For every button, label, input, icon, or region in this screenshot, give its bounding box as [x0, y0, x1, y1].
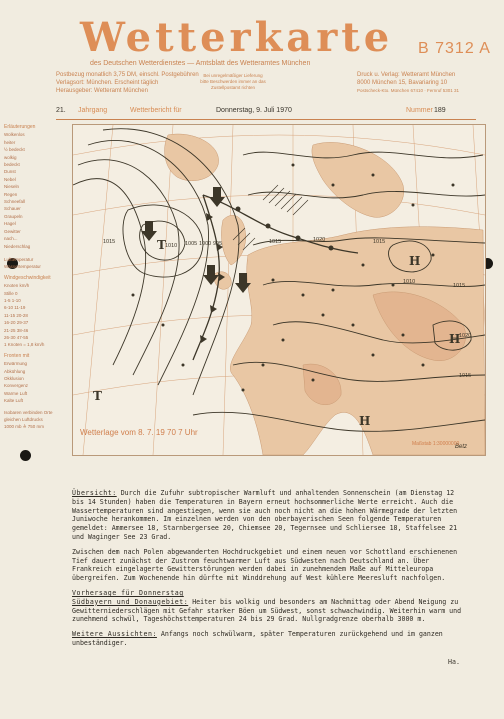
- overview-paragraph: [72, 489, 468, 542]
- legend-item: nach...: [4, 236, 18, 242]
- legend-item: Schauer: [4, 206, 21, 212]
- legend-item: Hagel: [4, 221, 16, 227]
- legend-item: Wolkenlos: [4, 132, 25, 138]
- delivery-line: Bei unregelmäßiger Lieferung: [203, 73, 263, 78]
- scale-note: 1000 mb ≙ 750 mm: [4, 424, 45, 430]
- isobar-label: 1015: [459, 373, 472, 379]
- publisher-line: Druck u. Verlag: Wetteramt München: [357, 72, 456, 78]
- volume-number: 21.: [56, 107, 66, 114]
- wind-row: 6-10 11-19: [4, 305, 26, 311]
- wind-row: 1 Knoten = 1,8 km/h: [4, 342, 45, 348]
- land-masses: [165, 134, 485, 455]
- delivery-line: Zustellpostamt richten: [210, 85, 256, 90]
- legend-item: wolkig: [4, 154, 17, 160]
- legend-item: heiter: [4, 139, 16, 145]
- region-text: Heiter bis wolkig und besonders am Nachmittag oder Abend Neigung zu Gewitterniederschlägen mit Gefahr starker Böen um Südwest, sonst schwachwindig. Weiterhin warm und zunehmend schwül, Tageshöchsttemperaturen 24 bis 29 Grad. Nullgradgrenze oberhalb 3000 m.: [72, 597, 462, 624]
- front-row: Okklusion: [4, 376, 24, 381]
- issue-date: Donnerstag, 9. Juli 1970: [216, 107, 292, 114]
- isobar-label: 1015: [453, 283, 466, 289]
- wind-row: 1-5 1-10: [4, 297, 21, 303]
- front-row: Abkühlung: [4, 368, 26, 374]
- legend-item: Nebel: [4, 176, 16, 182]
- isobar-note: Isobaren verbinden Orte gleichen Luftdrucks: [4, 409, 53, 423]
- legend-item: Graupeln: [4, 213, 23, 219]
- overview2-paragraph: Zwischen dem nach Polen abgewanderten Hochdruckgebiet und einem neuen vor Schottland erschienenen Tief dauert zunächst der Zustrom feuchtwarmer Luft aus Südwesten nach Deutschland an. Über Frankreich eingelagerte Gewitterstörungen werden dabei in zunehmendem Maße auf Mitteleuropa übergreifen. Zum Wochenende hin dürfte mit Winddrehung auf West kühlere Meeresluft nachfolgen.: [72, 547, 458, 583]
- legend-temp-air: Lufttemperatur: [4, 256, 34, 262]
- forecast-heading: Vorhersage für Donnerstag: [72, 588, 184, 597]
- volume-label: Jahrgang: [78, 107, 108, 114]
- wind-row: 26-30 47-55: [4, 334, 29, 340]
- isobar-label: 1000: [199, 241, 212, 247]
- wind-title: Windgeschwindigkeit: [4, 274, 51, 281]
- outlook-heading: Weitere Aussichten:: [72, 630, 157, 639]
- legend-item: Gewitter: [4, 228, 21, 234]
- issue-row: [56, 107, 476, 117]
- wind-rows: [4, 282, 68, 349]
- publisher-line: Postscheck-Kto. München 67410 · Fernruf 5301 31: [357, 88, 460, 93]
- page-subtitle: des Deutschen Wetterdienstes — Amtsblatt des Wetteramtes München: [90, 60, 311, 67]
- subscription-info: [56, 71, 199, 95]
- front-rows: [4, 360, 68, 404]
- sheet-number: B 7312 A: [418, 40, 491, 57]
- publisher-line: 8000 München 15, Bavariaring 10: [357, 80, 448, 86]
- legend-item: Dunst: [4, 169, 16, 175]
- header-rule: [56, 119, 476, 120]
- wind-row: Knoten km/h: [4, 283, 30, 289]
- subscription-line: Postbezug monatlich 3,75 DM, einschl. Postgebühren: [56, 72, 199, 78]
- isobar-label: 1020: [459, 333, 472, 339]
- weather-map: [72, 124, 486, 456]
- report-label: Wetterbericht für: [130, 107, 182, 114]
- legend-title: Erläuterungen: [4, 124, 36, 130]
- isobar-label: 1010: [165, 243, 178, 249]
- isobar-label: 1010: [403, 279, 416, 285]
- map-signature: Betz: [455, 444, 468, 450]
- isobar-label: 1005: [185, 241, 198, 247]
- temp-legend: [4, 256, 68, 271]
- wind-row: 21-25 38-46: [4, 327, 29, 333]
- front-row: Warme Luft: [4, 390, 28, 396]
- subscription-line: Verlagsort: München. Erscheint täglich: [56, 80, 159, 86]
- wind-row: 11-15 20-28: [4, 312, 28, 318]
- region-paragraph: [72, 598, 468, 624]
- legend-item: Schneefall: [4, 199, 26, 205]
- publisher-info: [357, 71, 459, 95]
- author-signoff: Ha.: [448, 658, 460, 666]
- wind-row: 16-20 29-37: [4, 320, 29, 326]
- delivery-line: bitte Beschwerden immer an das: [200, 79, 266, 84]
- wind-row: Stille 0: [4, 290, 18, 296]
- outlook-paragraph: [72, 630, 468, 648]
- outlook-text: Anfangs noch schwülwarm, später Temperaturen zurückgehend und im ganzen unbeständiger.: [72, 630, 443, 647]
- delivery-notice: [188, 73, 278, 91]
- isobar-label: 1015: [373, 239, 386, 245]
- legend-temp-water: Wassertemperatur: [4, 264, 41, 270]
- overview-heading: Übersicht:: [72, 489, 117, 497]
- page-title: Wetterkarte: [80, 14, 394, 61]
- map-caption: Wetterlage vom 8. 7. 19 70 7 Uhr: [80, 428, 198, 437]
- front-row: Konvergenz: [4, 383, 29, 389]
- legend: [4, 124, 68, 494]
- legend-item: ½ bedeckt: [4, 147, 25, 153]
- legend-item: Nieseln: [4, 184, 20, 190]
- isobar-label: 1015: [103, 239, 116, 245]
- overview-text: Durch die Zufuhr subtropischer Warmluft und anhaltenden Sonnenschein (am Dienstag 12 bis 14 Stunden) haben die Temperaturen in Bayern erneut hochsommerliche Werte erreicht. Auch die Wassertemperaturen sind angestiegen, wenn sie auch noch nicht an die hohen Wärmegrade der letzten Juniwoche herankommen. Im einzelnen werden von den oberbayerischen Seen folgende Temperaturen gemeldet: Ammersee 18, Starnbergersee 20, Chiemsee 20, Tegernsee und Schliersee 18, Staffelsee 21 und Waginger See 23 Grad.: [72, 489, 458, 541]
- legend-items: [4, 131, 68, 250]
- front-row: Erwärmung: [4, 361, 28, 367]
- low-center: T: [157, 238, 166, 252]
- legend-item: Regen: [4, 191, 18, 197]
- subscription-line: Herausgeber: Wetteramt München: [56, 88, 148, 94]
- isobar-label: 995: [213, 241, 223, 247]
- legend-item: bedeckt: [4, 162, 20, 168]
- issue-number: 189: [434, 107, 446, 114]
- high-center: H: [359, 414, 371, 428]
- low-center: T: [93, 389, 102, 403]
- number-label: Nummer: [406, 107, 433, 114]
- front-row: Kalte Luft: [4, 398, 24, 404]
- high-center: H: [449, 332, 461, 346]
- isobar-label: 1020: [313, 237, 326, 243]
- region-heading: Südbayern und Donaugebiet:: [72, 597, 189, 606]
- map-scale: Maßstab 1:30000000: [412, 441, 460, 447]
- isobar-label: 1015: [269, 239, 282, 245]
- forecast-text: [72, 489, 468, 654]
- fronts-title: Fronten mit: [4, 352, 30, 359]
- weather-map-svg: [73, 125, 485, 455]
- legend-item: Niederschlag: [4, 243, 31, 249]
- high-center: H: [409, 254, 421, 268]
